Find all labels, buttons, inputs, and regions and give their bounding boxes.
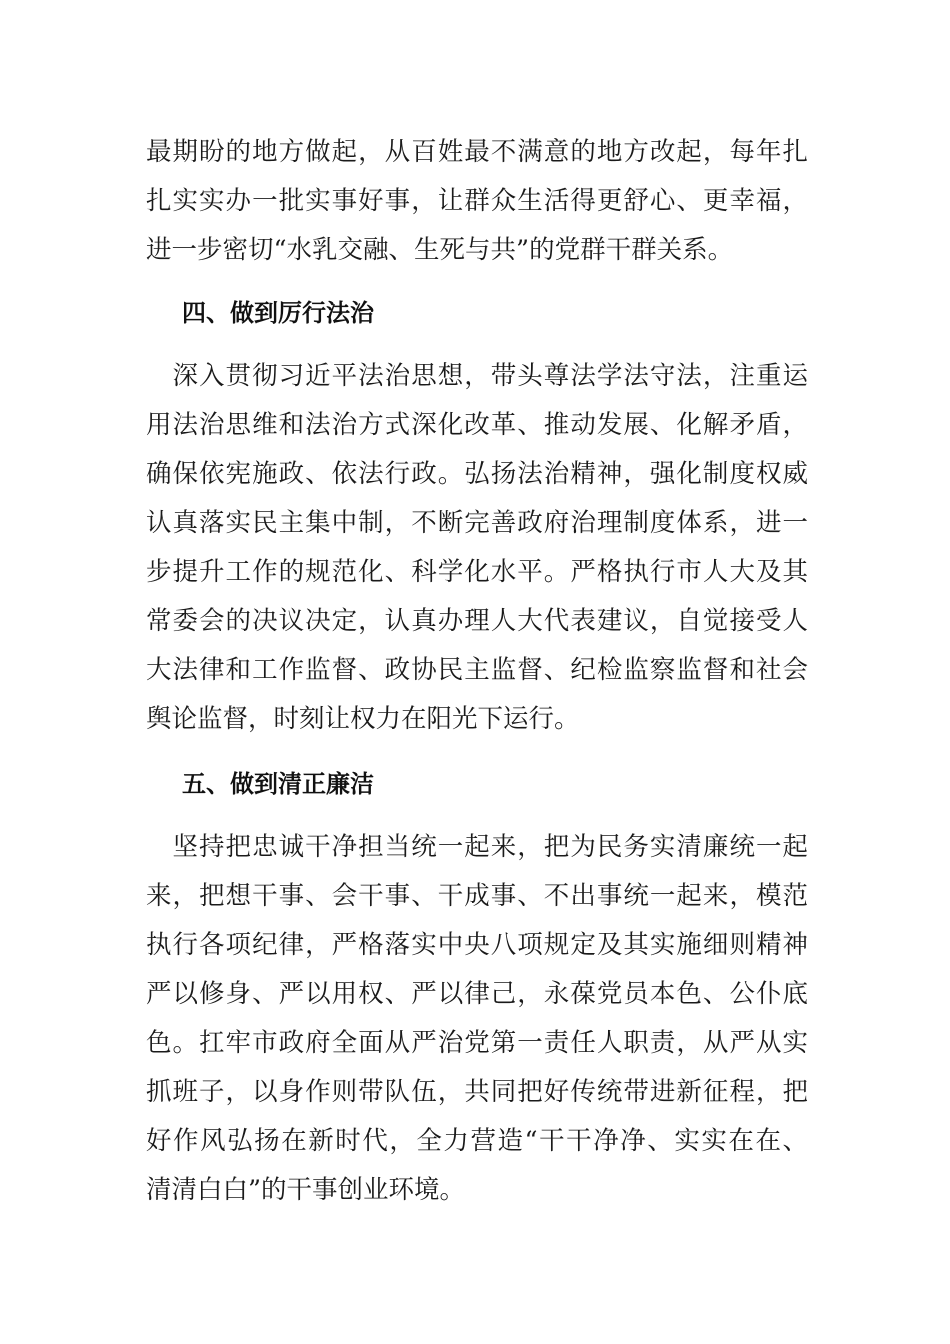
paragraph-line: 来，把想干事、会干事、干成事、不出事统一起来，模范 xyxy=(146,881,808,911)
paragraph-line: 色。扛牢市政府全面从严治党第一责任人职责，从严从实 xyxy=(146,1028,808,1058)
paragraph-line: 最期盼的地方做起，从百姓最不满意的地方改起，每年扎 xyxy=(146,137,808,167)
paragraph-line: 扎实实办一批实事好事，让群众生活得更舒心、更幸福， xyxy=(146,186,808,216)
paragraph-line: 坚持把忠诚干净担当统一起来，把为民务实清廉统一起 xyxy=(146,832,808,862)
paragraph-line: 严以修身、严以用权、严以律己，永葆党员本色、公仆底 xyxy=(146,979,808,1009)
paragraph-line: 大法律和工作监督、政协民主监督、纪检监察监督和社会 xyxy=(146,655,808,685)
paragraph-line: 舆论监督，时刻让权力在阳光下运行。 xyxy=(146,704,580,734)
section-heading-4: 四、做到厉行法治 xyxy=(182,299,374,327)
paragraph-line: 进一步密切“水乳交融、生死与共”的党群干群关系。 xyxy=(146,235,734,265)
paragraph-line: 步提升工作的规范化、科学化水平。严格执行市人大及其 xyxy=(146,557,808,587)
paragraph-line: 好作风弘扬在新时代，全力营造“干干净净、实实在在、 xyxy=(146,1126,808,1156)
paragraph-line: 用法治思维和法治方式深化改革、推动发展、化解矛盾， xyxy=(146,410,808,440)
paragraph-line: 确保依宪施政、依法行政。弘扬法治精神，强化制度权威 xyxy=(146,459,808,489)
paragraph-line: 清清白白”的干事创业环境。 xyxy=(146,1175,466,1205)
section-heading-5: 五、做到清正廉洁 xyxy=(182,770,374,798)
paragraph-line: 执行各项纪律，严格落实中央八项规定及其实施细则精神 xyxy=(146,930,808,960)
paragraph-line: 深入贯彻习近平法治思想，带头尊法学法守法，注重运 xyxy=(146,361,808,391)
paragraph-line: 常委会的决议决定，认真办理人大代表建议，自觉接受人 xyxy=(146,606,808,636)
paragraph-line: 认真落实民主集中制，不断完善政府治理制度体系，进一 xyxy=(146,508,808,538)
paragraph-line: 抓班子，以身作则带队伍，共同把好传统带进新征程，把 xyxy=(146,1077,808,1107)
